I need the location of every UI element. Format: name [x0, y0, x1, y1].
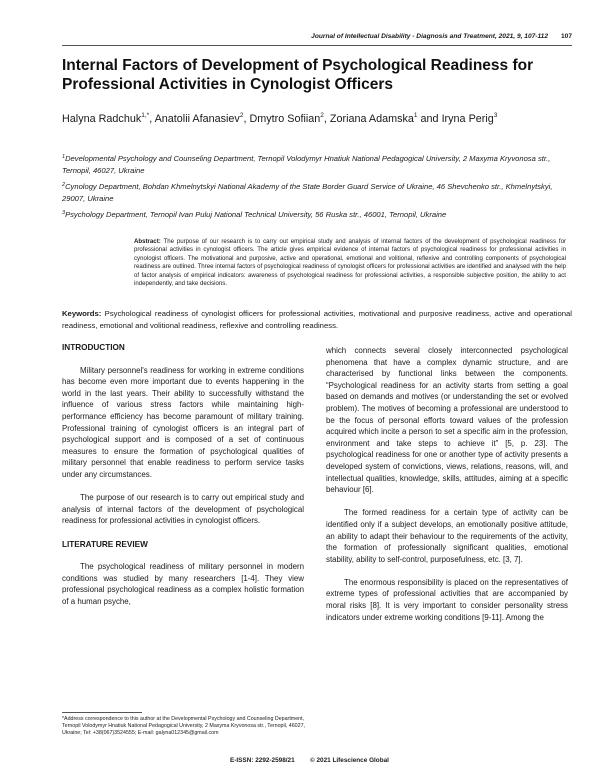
journal-citation: Journal of Intellectual Disability - Diagnosis and Treatment, 2021, 9, 107-112	[311, 33, 548, 40]
article-title: Internal Factors of Development of Psychological Readiness for Professional Activities in Cynologist Officers	[62, 57, 534, 93]
correspondence-footnote: *Address correspondence to this author at the Developmental Psychology and Counseling Department, Ternopil Volodymyr Hnatiuk National Pedagogical University, 2 Maxyma Kryvonosa str., Ternopil, 46027, Ukraine; Tel: +38(067)3524555; E-mail: galyna012345@gmail.com	[62, 716, 305, 736]
section-heading-introduction: INTRODUCTION	[62, 343, 125, 352]
affiliation-1: $^1$Developmental Psychology and Counseling Department, Ternopil Volodymyr Hnatiuk National Pedagogical University, 2 Maxyma Kryvonosa str., Ternopil, 46027, Ukraine	[62, 154, 551, 175]
author-5: Iryna Perig$^3$	[441, 112, 498, 125]
running-head	[62, 33, 572, 45]
keywords-text: Psychological readiness of cynologist officers for professional activities, motivational and purposive readiness, active and operational readiness, emotional and volitional readiness, reflexive and controlling readiness.	[62, 309, 573, 330]
footer-issn: E-ISSN: 2292-2598/21	[230, 757, 295, 764]
abstract-label: Abstract:	[134, 238, 161, 245]
lit-paragraph-1: The psychological readiness of military personnel in modern conditions was studied by many researchers [1-4]. They view professional psychological readiness as a complex holistic formation of a human psyche,	[62, 562, 304, 606]
author-1: Halyna Radchuk$^{1,*}$,	[62, 112, 155, 125]
page-number: 107	[560, 33, 572, 40]
abstract	[134, 238, 566, 288]
author-list	[62, 109, 562, 127]
author-4: Zoriana Adamska$^1$ and	[329, 112, 442, 125]
section-heading-literature-review: LITERATURE REVIEW	[62, 539, 148, 549]
abstract-text: The purpose of our research is to carry out empirical study and analysis of internal factors of the development of psychological readiness for professional activities in cynologist officers. The article gives empirical evidence of internal factors of psychological readiness for professional activities in cynologist officers. The motivational and purposive, active and operational, emotional and volitional, reflexive and controlling components of psychological readiness are outlined. Three internal factors of psychological readiness of cynologist officers for professional activities are identified and analysed with the help of factor analysis of empirical indicators: awareness of psychological readiness for professional activities, a responsible subjective position, the ability to act independently, and take decisions.	[134, 238, 566, 288]
affiliation-3: $^3$Psychology Department, Ternopil Ivan Puluj National Technical University, 56 Ruska str., 46001, Ternopil, Ukraine	[62, 210, 447, 219]
body-paragraph-3: The enormous responsibility is placed on the representatives of extreme types of professional activities that are accompanied by moral risks [8]. It is very important to consider personality stress indicators under extreme working conditions [9-11]. Among the	[326, 577, 568, 622]
header-rule	[62, 45, 572, 46]
footnote-rule	[62, 712, 142, 713]
body-paragraph-continued: which connects several closely interconnected psychological phenomena that have a complex dynamic structure, and are characterised by functional links between the components. “Psychological readiness for an activity starts from setting a goal based on demands and motives (or understanding the set or evolved problem). The motives of becoming a professional are understood to be the focus of personal efforts toward values of the profession acquired which incite a person to set a specific aim in the profession, environment and take steps to achieve it” [5, p. 23]. The psychological readiness for one or another type of activity presents a developed system of convictions, views, relations, reasons, will, and intellectual qualities, knowledge, skills, attitudes, aiming at a specific behaviour [6].	[326, 346, 568, 495]
left-column	[62, 342, 304, 619]
author-3: Dmytro Sofiian$^2$,	[249, 112, 330, 125]
intro-paragraph-1: Military personnel's readiness for working in extreme conditions has become even more important due to events happening in the world in the last years. Their ability to successfully withstand the influence of various stress factors while maintaining high-performance efficiency has become paramount of military training. Professional training of cynologist officers is an integral part of psychological support and is composed of a set of continuous measures to ensure the formation of psychological qualities of military personnel that enable readiness to perform service tasks under any circumstances.	[62, 365, 304, 479]
keywords	[62, 308, 572, 331]
affiliation-2: $^2$Cynology Department, Bohdan Khmelnytskyi National Akademy of the State Border Guard Service of Ukraine, 46 Shevchenko str., Khmelnytskyi, 29007, Ukraine	[62, 182, 553, 203]
author-2: Anatolii Afanasiev$^2$,	[154, 112, 250, 125]
keywords-label: Keywords:	[62, 309, 102, 318]
right-column	[326, 345, 568, 635]
intro-paragraph-2: The purpose of our research is to carry out empirical study and analysis of internal factors of the development of psychological readiness for professional activities in cynologist officers.	[62, 493, 304, 526]
body-paragraph-2: The formed readiness for a certain type of activity can be identified only if a subject develops, an emotionally positive attitude, an ability to adapt their behaviour to the requirements of the activity, the formation of professionally significant qualities, emotional stability, ability to self-control, purposefulness, etc. [3, 7].	[326, 508, 568, 564]
footer-copyright: © 2021 Lifescience Global	[310, 757, 389, 764]
